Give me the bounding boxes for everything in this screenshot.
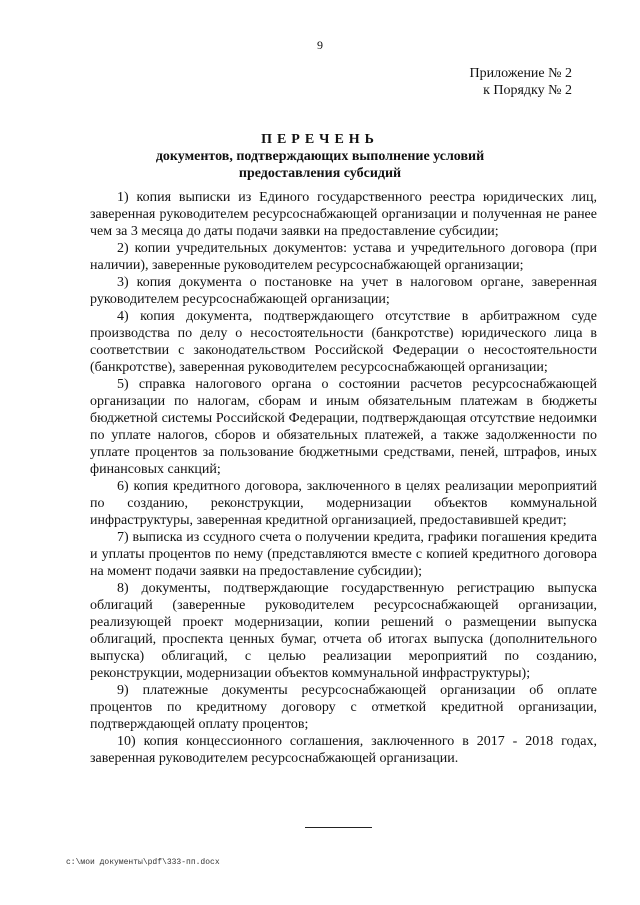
document-title bbox=[0, 131, 640, 182]
page-number: 9 bbox=[317, 38, 323, 52]
title-main: ПЕРЕЧЕНЬ bbox=[261, 132, 379, 147]
list-item: 4) копия документа, подтверждающего отсутствие в арбитражном суде производства по делу о несостоятельности (банкротстве) юридического лица в соответствии с законодательством Российской Федерации о несостоятельности (банкротстве), заверенная руководителем ресурсоснабжающей организации; bbox=[90, 309, 597, 375]
title-subtitle-line-1: документов, подтверждающих выполнение условий bbox=[155, 149, 485, 164]
list-item: 10) копия концессионного соглашения, заключенного в 2017 - 2018 годах, заверенная руководителем ресурсоснабжающей организации. bbox=[90, 734, 597, 766]
appendix-line-1: Приложение № 2 bbox=[469, 66, 572, 81]
list-item: 2) копии учредительных документов: устава и учредительного договора (при наличии), заверенные руководителем ресурсоснабжающей организации; bbox=[90, 241, 597, 273]
list-item: 5) справка налогового органа о состоянии расчетов ресурсоснабжающей организации по налогам, сборам и иным обязательным платежам в бюджеты бюджетной системы Российской Федерации, подтверждающая отсутствие недоимки по уплате налогов, сборов и обязательных платежей, а также задолженности по уплате процентов за пользование бюджетными средствами, пеней, штрафов, иных финансовых санкций; bbox=[90, 377, 597, 477]
list-item: 1) копия выписки из Единого государственного реестра юридических лиц, заверенная руководителем ресурсоснабжающей организации и полученная не ранее чем за 3 месяца до даты подачи заявки на предоставление субсидии; bbox=[90, 190, 597, 239]
list-item: 3) копия документа о постановке на учет в налоговом органе, заверенная руководителем ресурсоснабжающей организации; bbox=[90, 275, 597, 307]
list-item: 9) платежные документы ресурсоснабжающей организации об оплате процентов по кредитному договору с отметкой кредитной организации, подтверждающей оплату процентов; bbox=[90, 683, 597, 732]
document-list bbox=[90, 189, 597, 767]
footer-file-path: c:\мои документы\pdf\333-пп.docx bbox=[66, 858, 220, 867]
separator-line bbox=[305, 827, 372, 828]
appendix-line-2: к Порядку № 2 bbox=[483, 83, 572, 98]
list-item: 8) документы, подтверждающие государственную регистрацию выпуска облигаций (заверенные руководителем ресурсоснабжающей организации, реализующей проект модернизации, копии решений о размещении выпуска облигаций, проспекта ценных бумаг, отчета об итогах выпуска (дополнительного выпуска) облигаций, с целью реализации мероприятий по созданию, реконструкции, модернизации объектов коммунальной инфраструктуры); bbox=[90, 581, 597, 681]
appendix-reference bbox=[470, 65, 573, 99]
list-item: 6) копия кредитного договора, заключенного в целях реализации мероприятий по созданию, реконструкции, модернизации объектов коммунальной инфраструктуры, заверенная кредитной организацией, предоставившей кредит; bbox=[90, 479, 597, 528]
title-subtitle-line-2: предоставления субсидий bbox=[238, 166, 402, 181]
list-item: 7) выписка из ссудного счета о получении кредита, графики погашения кредита и уплаты процентов по нему (представляются вместе с копией кредитного договора на момент подачи заявки на предоставление субсидии); bbox=[90, 530, 597, 579]
